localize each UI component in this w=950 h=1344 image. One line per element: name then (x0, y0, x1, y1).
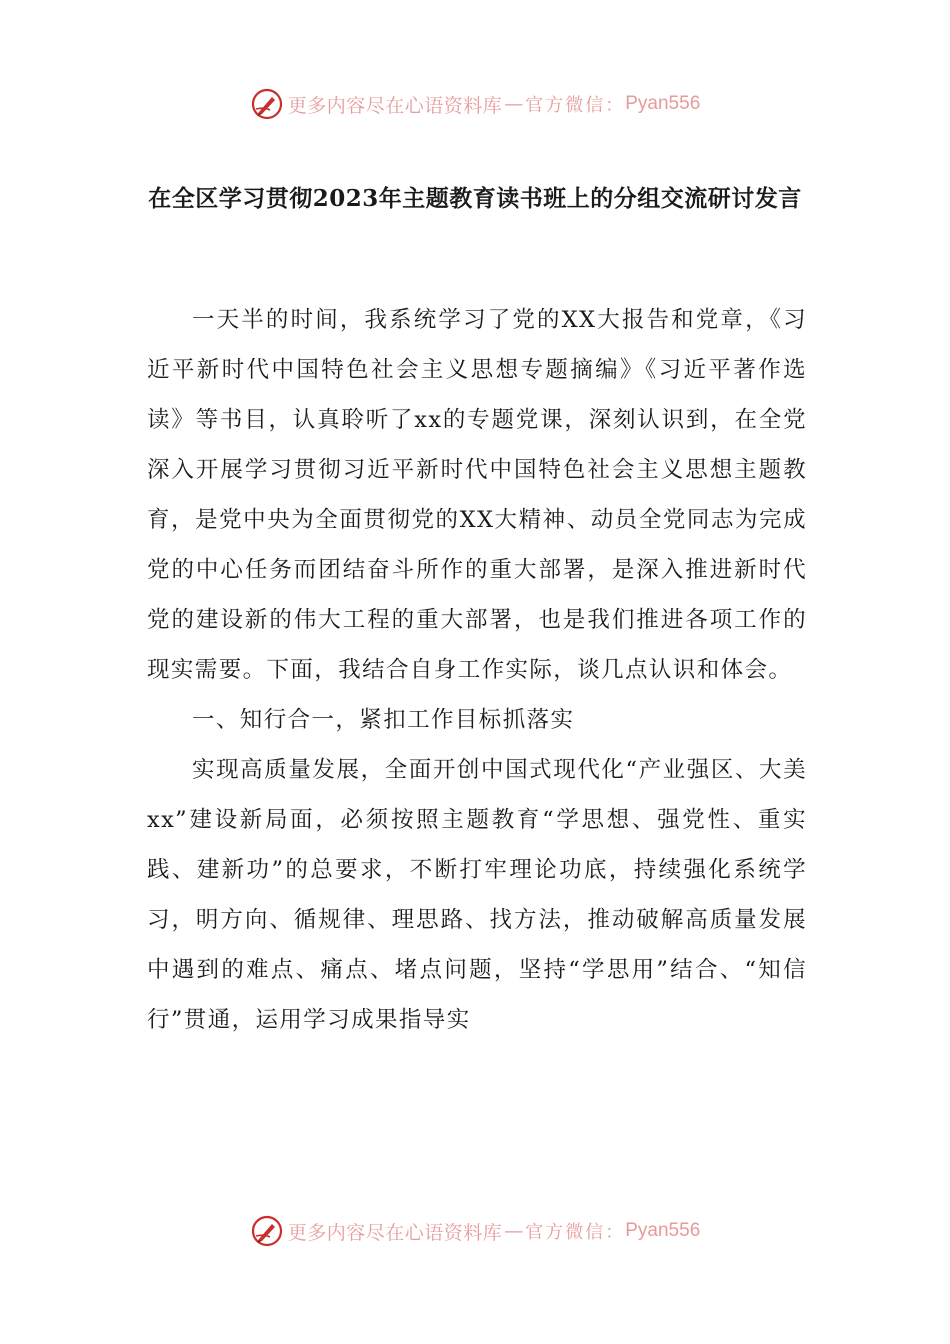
banner-wechat-label: 官方微信： (525, 1222, 626, 1243)
document-title: 在全区学习贯彻2023年主题教育读书班上的分组交流研讨发言 (148, 185, 802, 212)
banner-wechat-id: Pyan556 (625, 93, 701, 114)
document-body (147, 295, 807, 1045)
banner-wechat-label: 官方微信： (525, 95, 626, 116)
section-heading: 一、知行合一，紧扣工作目标抓落实 (192, 707, 575, 733)
header-banner (0, 84, 950, 124)
paragraph: 一天半的时间，我系统学习了党的XX大报告和党章，《习近平新时代中国特色社会主义思想专题摘编》《习近平著作选读》等书目，认真聆听了xx的专题党课，深刻认识到，在全党深入开展学习贯彻习近平新时代中国特色社会主义思想主题教育，是党中央为全面贯彻党的XX大精神、动员全党同志为完成党的中心任务而团结奋斗所作的重大部署，是深入推进新时代党的建设新的伟大工程的重大部署，也是我们推进各项工作的现实需要。下面，我结合自身工作实际，谈几点认识和体会。 (147, 307, 807, 683)
banner-separator: — (504, 93, 524, 115)
banner-text: 更多内容尽在心语资料库 (287, 1221, 503, 1244)
banner-text: 更多内容尽在心语资料库 (287, 94, 503, 117)
banner-wechat-id: Pyan556 (625, 1220, 701, 1241)
paragraph: 实现高质量发展，全面开创中国式现代化“产业强区、大美xx”建设新局面，必须按照主题教育“学思想、强党性、重实践、建新功”的总要求，不断打牢理论功底，持续强化系统学习，明方向、循规律、理思路、找方法，推动破解高质量发展中遇到的难点、痛点、堵点问题，坚持“学思用”结合、“知信行”贯通，运用学习成果指导实 (147, 757, 807, 1033)
pen-logo-icon (250, 87, 284, 121)
pen-logo-icon (250, 1214, 284, 1248)
footer-banner (0, 1211, 950, 1251)
banner-separator: — (504, 1220, 524, 1242)
